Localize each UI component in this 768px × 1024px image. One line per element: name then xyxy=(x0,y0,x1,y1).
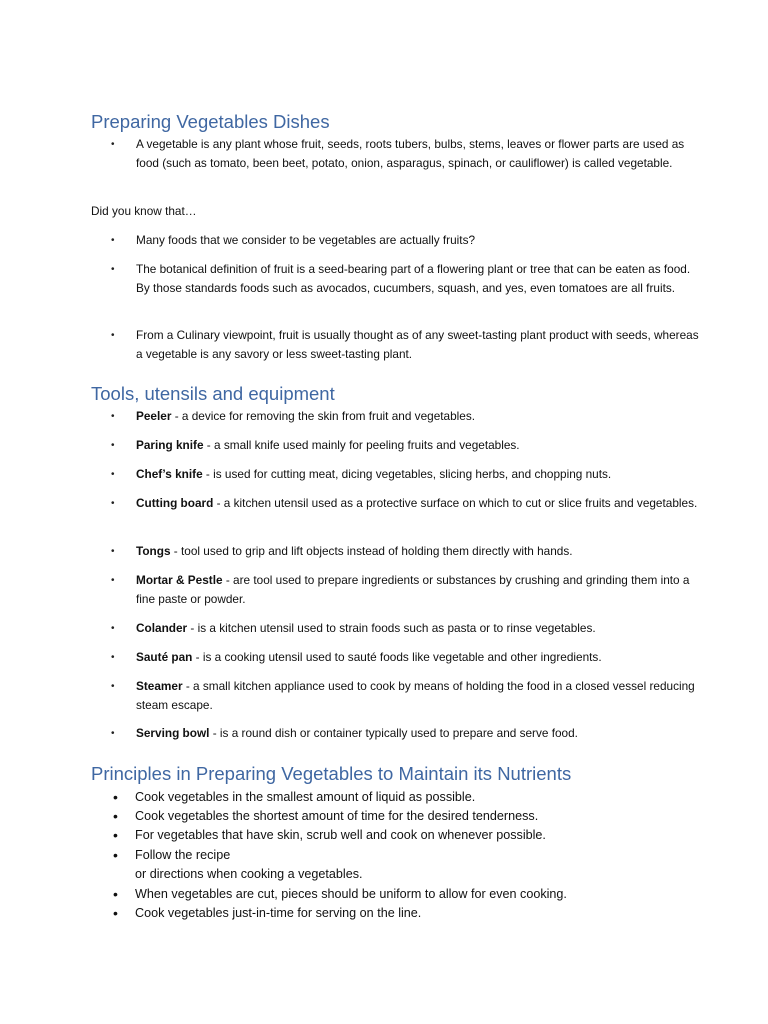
bullet-icon: • xyxy=(113,808,118,824)
bullet-icon: • xyxy=(111,652,115,663)
bullet-icon: • xyxy=(111,681,115,692)
bullet-icon: • xyxy=(111,330,115,341)
tool-name: Peeler xyxy=(136,409,172,423)
tool-description: - is a round dish or container typically used to prepare and serve food. xyxy=(209,726,578,740)
section-heading-tools: Tools, utensils and equipment xyxy=(91,383,335,404)
principle-item: • For vegetables that have skin, scrub well and cook on whenever possible. xyxy=(111,826,711,845)
bullet-icon: • xyxy=(113,886,118,902)
tool-name: Paring knife xyxy=(136,438,204,452)
tool-name: Steamer xyxy=(136,679,183,693)
tool-item xyxy=(111,571,701,609)
tool-name: Serving bowl xyxy=(136,726,210,740)
bullet-icon: • xyxy=(111,623,115,634)
tool-name: Chef’s knife xyxy=(136,467,203,481)
bullet-icon: • xyxy=(113,827,118,843)
tool-name: Sauté pan xyxy=(136,650,193,664)
bullet-icon: • xyxy=(111,469,115,480)
bullet-icon: • xyxy=(111,498,115,509)
bullet-icon: • xyxy=(111,575,115,586)
principle-item: • When vegetables are cut, pieces should be uniform to allow for even cooking. xyxy=(111,885,711,904)
fact-item: • Many foods that we consider to be vegetables are actually fruits? xyxy=(111,231,701,250)
bullet-icon: • xyxy=(111,235,115,246)
tool-item xyxy=(111,465,701,484)
tool-description: - are tool used to prepare ingredients or substances by crushing and grinding them into a fine paste or powder. xyxy=(136,573,690,606)
tool-description: - is used for cutting meat, dicing vegetables, slicing herbs, and chopping nuts. xyxy=(202,467,612,481)
bullet-icon: • xyxy=(111,264,115,275)
tool-name: Cutting board xyxy=(136,496,214,510)
tool-item xyxy=(111,494,701,513)
principle-item: • Cook vegetables in the smallest amount of liquid as possible. xyxy=(111,788,711,807)
fact-item: • The botanical definition of fruit is a seed-bearing part of a flowering plant or tree that can be eaten as food. By those standards foods such as avocados, cucumbers, squash, and yes, even tomatoes are all fruits. xyxy=(111,262,691,295)
principle-continuation: or directions when cooking a vegetables. xyxy=(135,867,363,881)
tool-item xyxy=(111,619,701,638)
tool-description: - is a cooking utensil used to sauté foods like vegetable and other ingredients. xyxy=(192,650,602,664)
did-you-know-label: Did you know that… xyxy=(91,204,197,218)
bullet-icon: • xyxy=(111,411,115,422)
bullet-icon: • xyxy=(113,905,118,921)
bullet-icon: • xyxy=(111,728,115,739)
tool-item xyxy=(111,436,701,455)
tool-description: - a device for removing the skin from fruit and vegetables. xyxy=(171,409,476,423)
tool-description: - a small kitchen appliance used to cook by means of holding the food in a closed vessel reducing steam escape. xyxy=(136,679,695,712)
tool-item xyxy=(111,677,701,715)
principle-item: • Cook vegetables the shortest amount of time for the desired tenderness. xyxy=(111,807,711,826)
tool-name: Mortar & Pestle xyxy=(136,573,223,587)
bullet-icon: • xyxy=(111,440,115,451)
principle-item: • Cook vegetables just-in-time for serving on the line. xyxy=(111,904,711,923)
tool-item xyxy=(111,648,701,667)
tool-description: - a small knife used mainly for peeling fruits and vegetables. xyxy=(203,438,520,452)
definition-item: • A vegetable is any plant whose fruit, seeds, roots tubers, bulbs, stems, leaves or flower parts are used as food (such as tomato, been beet, potato, onion, asparagus, spinach, or cauliflower) is called vegetable. xyxy=(111,137,685,170)
principle-item: • Follow the recipe xyxy=(111,846,711,865)
fact-item: • From a Culinary viewpoint, fruit is usually thought as of any sweet-tasting plant product with seeds, whereas a vegetable is any savory or less sweet-tasting plant. xyxy=(111,328,699,361)
tool-item xyxy=(111,542,701,561)
tool-name: Colander xyxy=(136,621,188,635)
tool-description: - is a kitchen utensil used to strain foods such as pasta or to rinse vegetables. xyxy=(187,621,596,635)
tool-item xyxy=(111,724,701,743)
bullet-icon: • xyxy=(111,546,115,557)
tool-item xyxy=(111,407,701,426)
bullet-icon: • xyxy=(113,847,118,863)
bullet-icon: • xyxy=(113,789,118,805)
section-heading-preparing-vegetables: Preparing Vegetables Dishes xyxy=(91,111,330,132)
tool-name: Tongs xyxy=(136,544,171,558)
tool-description: - tool used to grip and lift objects instead of holding them directly with hands. xyxy=(170,544,573,558)
section-heading-principles: Principles in Preparing Vegetables to Maintain its Nutrients xyxy=(91,763,572,784)
tool-description: - a kitchen utensil used as a protective surface on which to cut or slice fruits and vegetables. xyxy=(213,496,698,510)
bullet-icon: • xyxy=(111,139,115,150)
